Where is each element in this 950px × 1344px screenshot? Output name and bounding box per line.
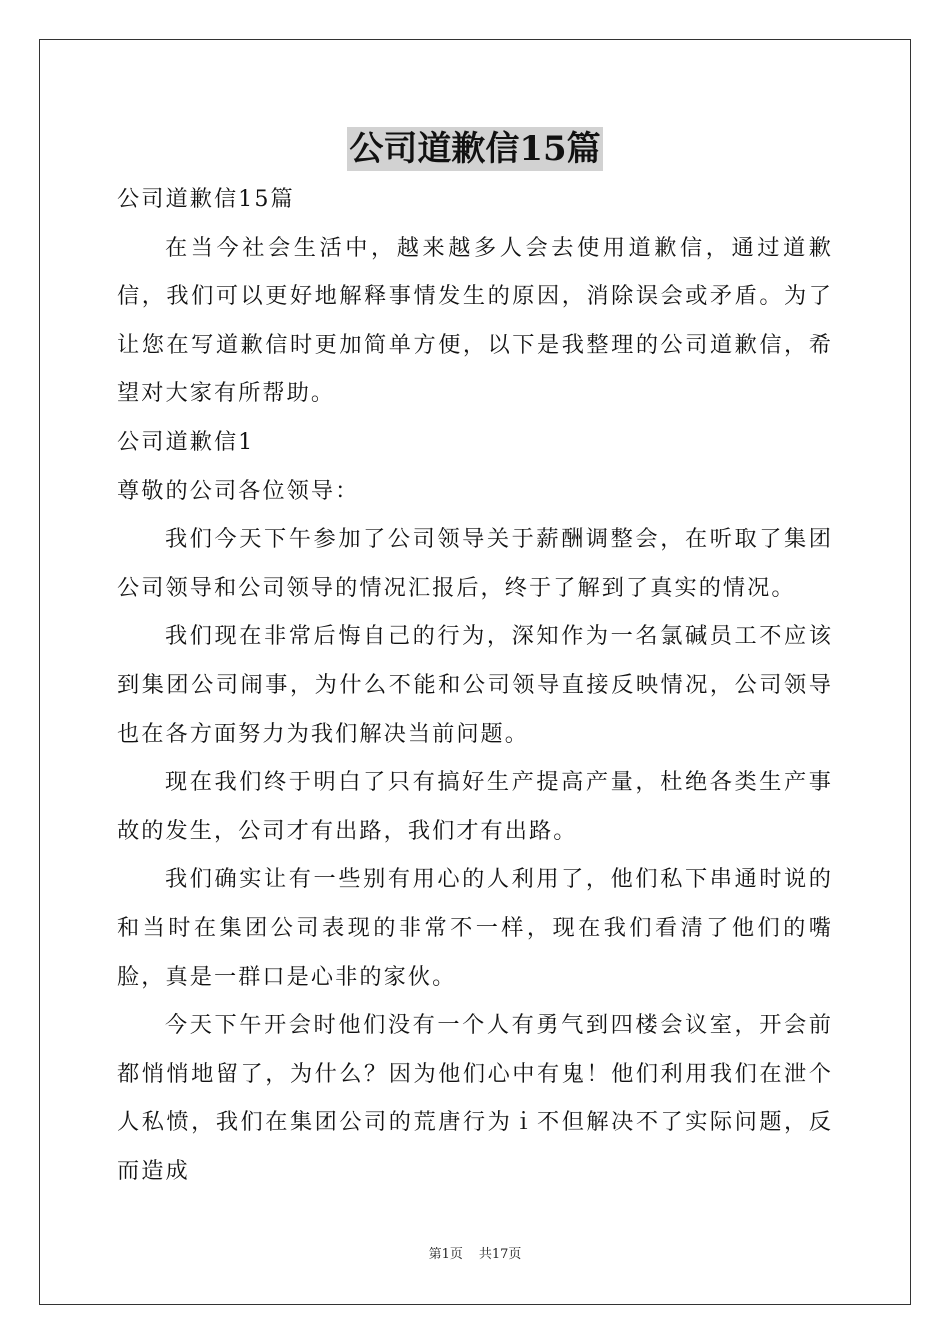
document-body	[117, 175, 833, 1195]
intro-paragraph: 在当今社会生活中，越来越多人会去使用道歉信，通过道歉信，我们可以更好地解释事情发生的原因，消除误会或矛盾。为了让您在写道歉信时更加简单方便，以下是我整理的公司道歉信，希望对大家有所帮助。	[117, 234, 833, 407]
section-heading: 公司道歉信1	[117, 428, 255, 455]
page-footer	[0, 1246, 950, 1264]
title-container	[0, 127, 950, 171]
subtitle-line: 公司道歉信15篇	[117, 186, 295, 212]
page-total: 共17页	[478, 1247, 522, 1262]
page-number: 第1页	[428, 1247, 463, 1262]
body-paragraph: 我们确实让有一些别有用心的人利用了，他们私下串通时说的和当时在集团公司表现的非常不一样，现在我们看清了他们的嘴脸，真是一群口是心非的家伙。	[117, 866, 833, 990]
body-paragraph: 我们今天下午参加了公司领导关于薪酬调整会，在听取了集团公司领导和公司领导的情况汇报后，终于了解到了真实的情况。	[117, 526, 833, 601]
body-paragraph: 我们现在非常后悔自己的行为，深知作为一名氯碱员工不应该到集团公司闹事，为什么不能和公司领导直接反映情况，公司领导也在各方面努力为我们解决当前问题。	[117, 623, 833, 747]
document-title: 公司道歉信15篇	[349, 129, 601, 169]
body-paragraph: 今天下午开会时他们没有一个人有勇气到四楼会议室，开会前都悄悄地留了，为什么？因为他们心中有鬼！他们利用我们在泄个人私愤，我们在集团公司的荒唐行为ｉ不但解决不了实际问题，反而造成	[117, 1012, 833, 1184]
salutation: 尊敬的公司各位领导：	[117, 477, 360, 504]
body-paragraph: 现在我们终于明白了只有搞好生产提高产量，杜绝各类生产事故的发生，公司才有出路，我们才有出路。	[117, 769, 833, 844]
